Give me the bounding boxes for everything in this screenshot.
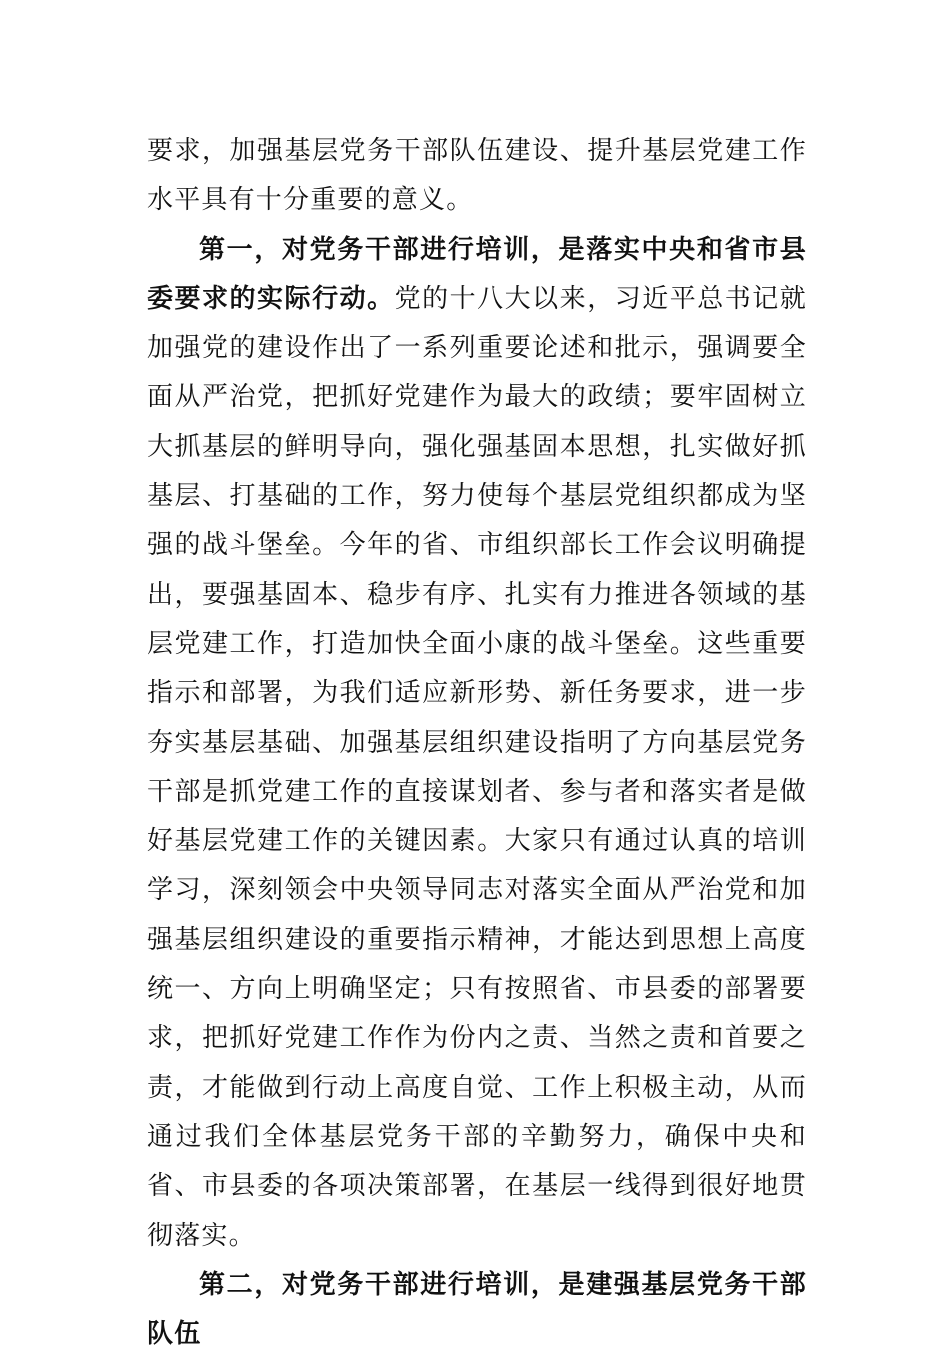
paragraph-second-point: [147, 1261, 807, 1359]
paragraph-text: 党的十八大以来，习近平总书记就加强党的建设作出了一系列重要论述和批示，强调要全面从严治党，把抓好党建作为最大的政绩；要牢固树立大抓基层的鲜明导向，强化强基固本思想，扎实做好抓基层、打基础的工作，努力使每个基层党组织都成为坚强的战斗堡垒。今年的省、市组织部长工作会议明确提出，要强基固本、稳步有序、扎实有力推进各领域的基层党建工作，打造加快全面小康的战斗堡垒。这些重要指示和部署，为我们适应新形势、新任务要求，进一步夯实基层基础、加强基层组织建设指明了方向基层党务干部是抓党建工作的直接谋划者、参与者和落实者是做好基层党建工作的关键因素。大家只有通过认真的培训学习，深刻领会中央领导同志对落实全面从严治党和加强基层组织建设的重要指示精神，才能达到思想上高度统一、方向上明确坚定；只有按照省、市县委的部署要求，把抓好党建工作作为份内之责、当然之责和首要之责，才能做到行动上高度自觉、工作上积极主动，从而通过我们全体基层党务干部的辛勤努力，确保中央和省、市县委的各项决策部署，在基层一线得到很好地贯彻落实。: [147, 283, 807, 1251]
paragraph-intro: [147, 127, 807, 226]
paragraph-heading: 第一，对党务干部进行培训，是落实中央和省市县委要求的实际行动。: [147, 234, 807, 314]
document-body: [147, 127, 807, 1359]
paragraph-text: 要求，加强基层党务干部队伍建设、提升基层党建工作水平具有十分重要的意义。: [147, 136, 807, 216]
paragraph-first-point: [147, 226, 807, 1261]
paragraph-heading: 第二，对党务干部进行培训，是建强基层党务干部队伍: [147, 1269, 807, 1350]
